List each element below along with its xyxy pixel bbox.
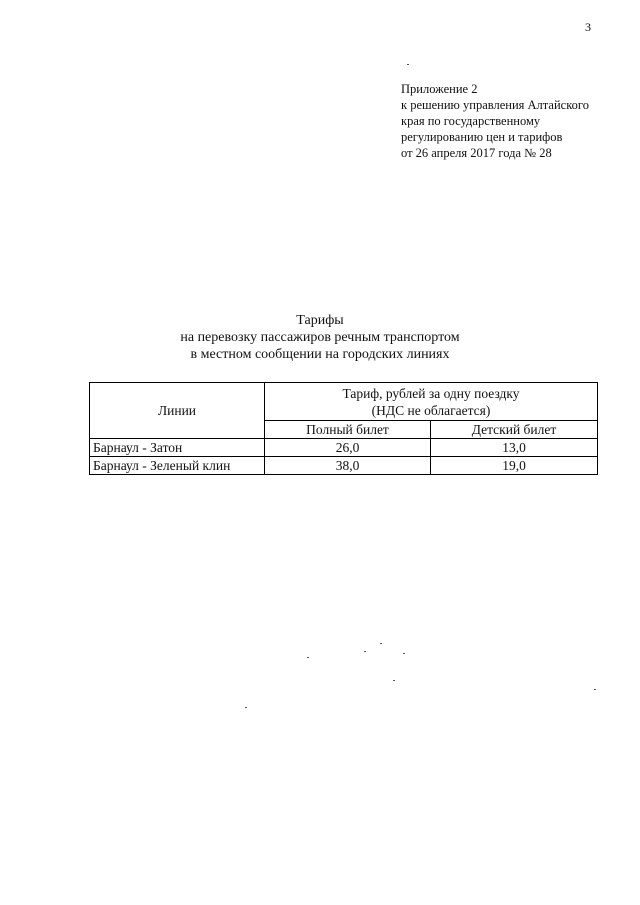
full-price-cell: 26,0 [265, 439, 431, 457]
title-heading: Тарифы [296, 313, 344, 328]
appendix-line: к решению управления Алтайского [401, 98, 589, 112]
header-child-ticket: Детский билет [431, 421, 598, 439]
appendix-line: Приложение 2 [401, 82, 478, 96]
title-subline: в местном сообщении на городских линиях [190, 347, 450, 362]
scan-speck [380, 643, 382, 644]
full-price-cell: 38,0 [265, 457, 431, 475]
scan-speck [393, 680, 395, 681]
document-title [0, 312, 640, 363]
header-lines: Линии [90, 383, 265, 439]
appendix-line: от 26 апреля 2017 года № 28 [401, 146, 552, 160]
appendix-note [401, 81, 589, 161]
page-number: 3 [585, 20, 591, 34]
route-cell: Барнаул - Зеленый клин [90, 457, 265, 475]
scan-speck [364, 651, 366, 652]
header-full-ticket: Полный билет [265, 421, 431, 439]
header-tariff-line1: Тариф, рублей за одну поездку [342, 386, 520, 401]
scan-speck [245, 707, 247, 708]
header-tariff [265, 383, 598, 421]
scan-speck [594, 689, 596, 690]
child-price-cell: 19,0 [431, 457, 598, 475]
table-row [90, 439, 598, 457]
table-row [90, 457, 598, 475]
tariff-table [89, 382, 598, 475]
child-price-cell: 13,0 [431, 439, 598, 457]
route-cell: Барнаул - Затон [90, 439, 265, 457]
scan-speck [307, 657, 309, 658]
title-subline: на перевозку пассажиров речным транспортом [180, 330, 460, 345]
table-header-row [90, 383, 598, 421]
scan-speck [403, 653, 405, 654]
scan-speck [407, 64, 409, 65]
appendix-line: регулированию цен и тарифов [401, 130, 563, 144]
appendix-line: края по государственному [401, 114, 541, 128]
header-tariff-line2: (НДС не облагается) [371, 403, 491, 418]
